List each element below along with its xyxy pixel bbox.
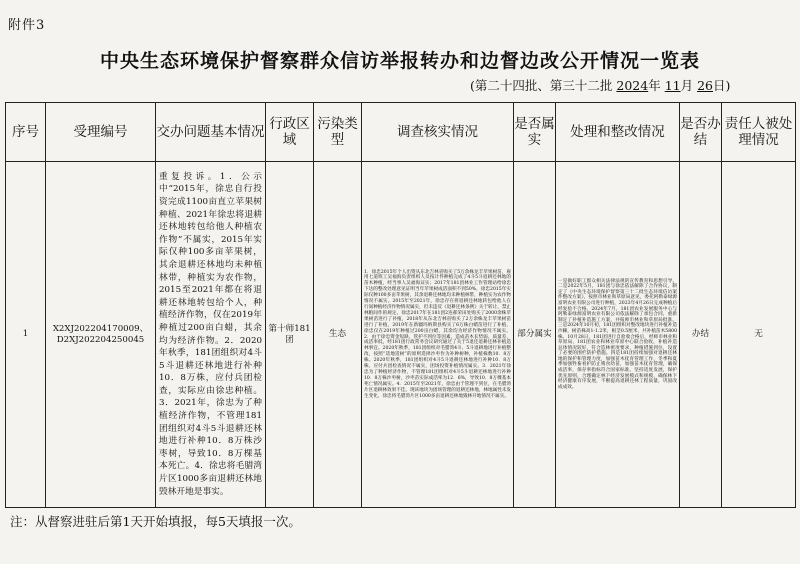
col-header-investigation: 调查核实情况 [362,103,514,162]
cell-pollution: 生态 [314,162,362,508]
cell-seq: 1 [6,162,46,508]
col-header-accountability: 责任人被处理情况 [722,103,796,162]
col-header-handling: 处理和整改情况 [556,103,680,162]
col-header-issue: 交办问题基本情况 [156,103,266,162]
cell-handling: 一是做好职工群众相关法律法规的宣传教育和思想引导。二是2022年5月，181团与徐忠依法解除了合作协议，制定了《中央生态环境保护督察第三十二批生态环境信访案件整改方案》，按照市林业和草原局意见，委托阿勒泰绿源富明农业有限公司进行种植，2023年4月26日完成种植后经复验不合格。2024年7月，181团农业发展服务中心与阿勒泰绿源富明农业有限公司依法解除了承包合同，重新制定了补植补造施工方案，并报师市林业和草原局批准。三是2024年10月初，181团组织对整改地块进行补植补造沙棘，树苗株高1-1.2米，根茎0.5厘米，共补植苗木5800株。10月28日，181团进行自验收合格后，经师市林业和草原局、181团农业和林业草原中心联合验收，补植补造总体情况较好，符合造林密度要求，种植措施到位，设置了必要的围栏防护措施。四是181团持续加强对退耕还林地的保护和管理力度，加强苗木抚育管理工作，冬季和夏季加强牲畜看护防止啃食幼苗，加强苗木抚育管理，确保成活率，保存率指标符合国家标准。坚持适度发展，保护优先原则，合理确定林下经济发展模式和规模，确保林下经济健康有序发展，不断提高退耕还林工程质量，巩固改成成效。 [556,162,680,508]
batch-date-line [470,76,795,94]
col-header-closed: 是否办结 [680,103,722,162]
col-header-seq: 序号 [6,103,46,162]
col-header-region: 行政区域 [266,103,314,162]
cell-investigation: 1．徐忠2015年个人出资从东北吉林省购买了5万余株龙丰苹果树苗，雇用七道班工吴福海负责组织人员按计件种植完成了4斗5斗退耕还林地的苗木种植，经当事人吴福海证实；2017年181团林业工作管理站给徐忠下达的整改处理意见证明当年苹果树成活面积不到50%，徐忠2015年实际仅种100多亩苹果树，其余退耕还林地均未种植林带，种植实为农作物情况不属实。2015年至2021年，徐忠存在将退耕还林地转包给他人在行间种植经济作物情况属实，但未违反《退耕还林条例》关于转让、禁止林粮间作的规定。徐忠2017年在181团2连郝荣田处购买了2000余株苹果树苗进行了补植，2018年从东北吉林省购买了2万余株龙丰苹果树苗进行了补植，2019年在新疆玛纳斯县购买了6万株白蜡苗进行了补植，徐忠仅在2019年种植过200亩白蜡，其余均为经济作物情况不属实。2．由于徐忠资金短缺、管护不到位等因素，造成苗木长势弱、质量差、成活率低，经181团行政常务会议研究通过了关于5退还退耕还林补植造林事宜。2020年秋季，181团组织对毛腊湾4斗、5斗退耕地进行补植整改，按照“适地适树”的原则选择沙枣作为补种树种，补植株数10．8万株。2020年秋季，181团组织对4斗5斗退耕还林地进行补种10．8万株，应付兵团检查情况不属实，团场投资补植情况属实。3．2021年徐忠为了种植经济作物，不管理181团组织对4斗5斗退耕还林地进行补种10．8万株沙枣树，沙枣苗实际成活率为12．6%，导致10．8万棵基本死亡情况属实。4．2015年至2021年，徐忠由于管理不到位，在毛腊湾片区退耕林效果不佳。现该地块为团场管理的退耕还林地，林地属性未发生变化，徐忠将毛腊湾片区1000多亩退耕还林地毁林开地情况不属实。 [362,162,514,508]
page-title: 中央生态环境保护督察群众信访举报转办和边督边改公开情况一览表 [99,50,700,72]
col-header-pollution: 污染类型 [314,103,362,162]
cases-table [5,102,796,508]
col-header-id: 受理编号 [46,103,156,162]
table-header-row [6,103,796,162]
cell-true: 部分属实 [514,162,556,508]
batch-month-unit: 月 [680,78,694,93]
cell-ids: X2XJ202204170009、D2XJ202204250045 [46,162,156,508]
batch-day: 26 [697,78,713,93]
cell-region: 第十师181团 [266,162,314,508]
footnote: 注：从督察进驻后第1天开始填报，每5天填报一次。 [10,514,301,529]
table-row [6,162,796,508]
batch-year: 2024 [616,78,649,93]
cell-closed: 办结 [680,162,722,508]
batch-year-unit: 年 [648,78,661,93]
batch-month: 11 [664,78,681,93]
batch-prefix: (第二十四批、第三十二批 [470,78,613,93]
attachment-label: 附件3 [8,18,46,33]
cell-accountability: 无 [722,162,796,508]
batch-day-unit: 日) [713,78,731,93]
cell-issue: 重复投诉。1．公示中“2015年，徐忠自行投资完成1100亩直立苹果树种植、2021年徐忠将退耕还林地转包给他人种植农作物”不属实，2015年实际仅种100多亩苹果树，其余退耕还林地均未种植林带，种植实为农作物，2015至2021年都在将退耕还林地转包给个人，种植经济作物，仅在2019年种植过200亩白蜡，其余均为经济作物。2．2020年秋季，181团组织对4斗5斗退耕还林地进行补种10．8万株，应付兵团检查，实际应由徐忠种植。3．2021年，徐忠为了种植经济作物，不管理181团组织对4斗5斗退耕还林地进行补种10．8万株沙枣树，导致10．8万棵基本死亡。4．徐忠将毛腊湾片区1000多亩退耕还林地毁林开地是事实。 [156,162,266,508]
col-header-true: 是否属实 [514,103,556,162]
